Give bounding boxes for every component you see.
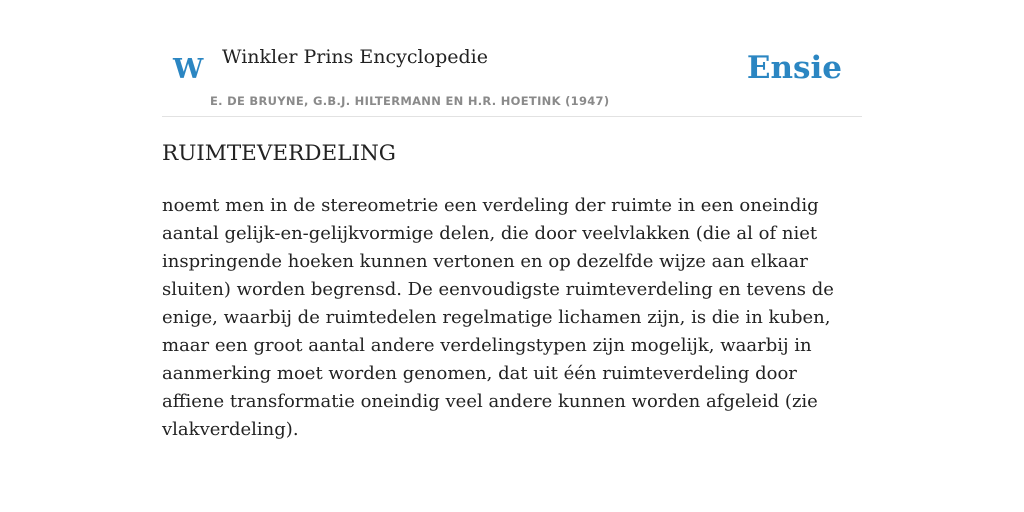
book-title[interactable]: Winkler Prins Encyclopedie: [222, 46, 488, 68]
article-body: noemt men in de stereometrie een verdeling der ruimte in een oneindig aantal gelijk-en-gelijkvormige delen, die door veelvlakken (die al of niet inspringende hoeken kunnen vertonen en op dezelfde wijze aan elkaar sluiten) worden begrensd. De eenvoudigste ruimteverdeling en tevens de enige, waarbij de ruimtedelen regelmatige lichamen zijn, is die in kuben, maar een groot aantal andere verdelingstypen zijn mogelijk, waarbij in aanmerking moet worden genomen, dat uit één ruimteverdeling door affiene transformatie oneindig veel andere kunnen worden afgeleid (zie vlakverdeling).: [162, 195, 834, 440]
book-authors: E. DE BRUYNE, G.B.J. HILTERMANN EN H.R. HOETINK (1947): [210, 94, 610, 108]
article-headword: RUIMTEVERDELING: [162, 141, 396, 166]
ensie-logo-link[interactable]: Ensie: [746, 50, 842, 86]
book-header: [162, 36, 862, 117]
book-logo[interactable]: W: [173, 54, 204, 85]
